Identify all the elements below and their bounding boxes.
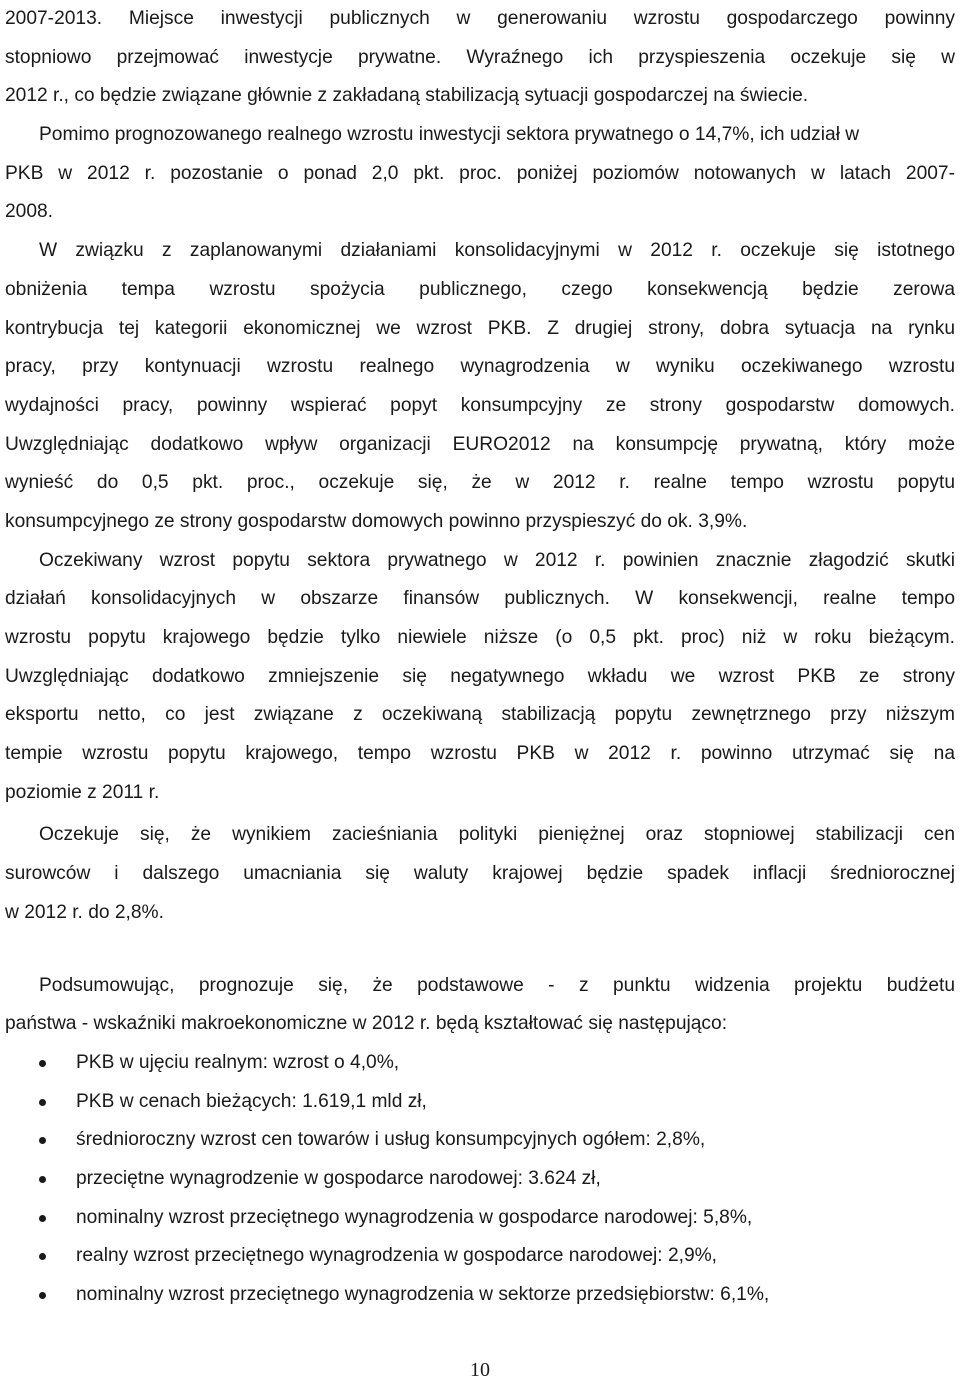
text-line: W związku z zaplanowanymi działaniami konsolidacyjnymi w 2012 r. oczekuje się istotnego	[39, 240, 955, 262]
text-line: 2012 r., co będzie związane głównie z zakładaną stabilizacją sytuacji gospodarczej na świecie.	[5, 85, 809, 107]
page-number: 10	[470, 1359, 490, 1381]
text-line: wynieść do 0,5 pkt. proc., oczekuje się, że w 2012 r. realne tempo wzrostu popytu	[5, 472, 955, 494]
paragraph-summary	[5, 967, 955, 1044]
indicator-list	[5, 1044, 955, 1315]
text-line: działań konsolidacyjnych w obszarze finansów publicznych. W konsekwencji, realne tempo	[5, 588, 955, 610]
text-line: poziomie z 2011 r.	[5, 781, 160, 803]
list-item	[5, 1276, 955, 1315]
text-line: państwa - wskaźniki makroekonomiczne w 2012 r. będą kształtować się następująco:	[5, 1013, 728, 1035]
text-line: 2007-2013. Miejsce inwestycji publicznych w generowaniu wzrostu gospodarczego powinny	[5, 8, 955, 29]
bullet-icon	[39, 1099, 46, 1106]
text-line: eksportu netto, co jest związane z oczekiwaną stabilizacją popytu zewnętrznego przy niższym	[5, 704, 955, 726]
bullet-icon	[39, 1292, 46, 1299]
bullet-icon	[39, 1176, 46, 1183]
text-line: wydajności pracy, powinny wspierać popyt konsumpcyjny ze strony gospodarstw domowych.	[5, 394, 955, 416]
text-line: Oczekiwany wzrost popytu sektora prywatnego w 2012 r. powinien znacznie złagodzić skutki	[39, 549, 955, 571]
list-item-text: średnioroczny wzrost cen towarów i usług konsumpcyjnych ogółem: 2,8%,	[76, 1129, 706, 1151]
paragraph-inflation	[5, 816, 955, 932]
bullet-icon	[39, 1137, 46, 1144]
section-gap	[5, 933, 955, 967]
text-line: pracy, przy kontynuacji wzrostu realnego wynagrodzenia w wyniku oczekiwanego wzrostu	[5, 356, 955, 378]
list-item	[5, 1044, 955, 1083]
list-item-text: PKB w cenach bieżących: 1.619,1 mld zł,	[76, 1090, 427, 1112]
list-item-text: realny wzrost przeciętnego wynagrodzenia w gospodarce narodowej: 2,9%,	[76, 1245, 718, 1267]
list-item-text: przeciętne wynagrodzenie w gospodarce narodowej: 3.624 zł,	[76, 1167, 601, 1189]
text-line: surowców i dalszego umacniania się waluty krajowej będzie spadek inflacji średniorocznej	[5, 863, 955, 885]
text-line: stopniowo przejmować inwestycje prywatne. Wyraźnego ich przyspieszenia oczekuje się w	[5, 46, 955, 68]
list-item	[5, 1083, 955, 1122]
text-line: obniżenia tempa wzrostu spożycia publicznego, czego konsekwencją będzie zerowa	[5, 278, 955, 300]
bullet-icon	[39, 1060, 46, 1067]
document-page	[5, 0, 955, 1315]
text-line: Uwzględniając dodatkowo wpływ organizacji EURO2012 na konsumpcję prywatną, który może	[5, 433, 955, 455]
list-item	[5, 1237, 955, 1276]
paragraph-consumption	[5, 232, 955, 542]
text-line: Uwzględniając dodatkowo zmniejszenie się negatywnego wkładu we wzrost PKB ze strony	[5, 665, 955, 687]
text-line: Podsumowując, prognozuje się, że podstawowe - z punktu widzenia projektu budżetu	[39, 974, 955, 996]
text-line: PKB w 2012 r. pozostanie o ponad 2,0 pkt. proc. poniżej poziomów notowanych w latach 2007-	[5, 162, 955, 184]
text-line: kontrybucja tej kategorii ekonomicznej we wzrost PKB. Z drugiej strony, dobra sytuacja na rynku	[5, 317, 955, 339]
text-line: wzrostu popytu krajowego będzie tylko niewiele niższe (o 0,5 pkt. proc) niż w roku bieżącym.	[5, 627, 955, 648]
list-item-text: nominalny wzrost przeciętnego wynagrodzenia w gospodarce narodowej: 5,8%,	[76, 1206, 753, 1228]
paragraph-investments	[5, 0, 955, 232]
paragraph-domestic-demand	[5, 542, 955, 813]
list-item-text: PKB w ujęciu realnym: wzrost o 4,0%,	[76, 1051, 400, 1073]
text-line: konsumpcyjnego ze strony gospodarstw domowych powinno przyspieszyć do ok. 3,9%.	[5, 510, 748, 532]
bullet-icon	[39, 1253, 46, 1260]
text-line: Pomimo prognozowanego realnego wzrostu inwestycji sektora prywatnego o 14,7%, ich udział w	[39, 124, 860, 146]
text-line: tempie wzrostu popytu krajowego, tempo wzrostu PKB w 2012 r. powinno utrzymać się na	[5, 743, 955, 765]
list-item-text: nominalny wzrost przeciętnego wynagrodzenia w sektorze przedsiębiorstw: 6,1%,	[76, 1284, 770, 1305]
text-line: 2008.	[5, 201, 54, 223]
list-item	[5, 1160, 955, 1199]
list-item	[5, 1121, 955, 1160]
text-line: w 2012 r. do 2,8%.	[5, 901, 164, 923]
text-line: Oczekuje się, że wynikiem zacieśniania polityki pieniężnej oraz stopniowej stabilizacji cen	[39, 824, 955, 846]
list-item	[5, 1199, 955, 1238]
bullet-icon	[39, 1215, 46, 1222]
